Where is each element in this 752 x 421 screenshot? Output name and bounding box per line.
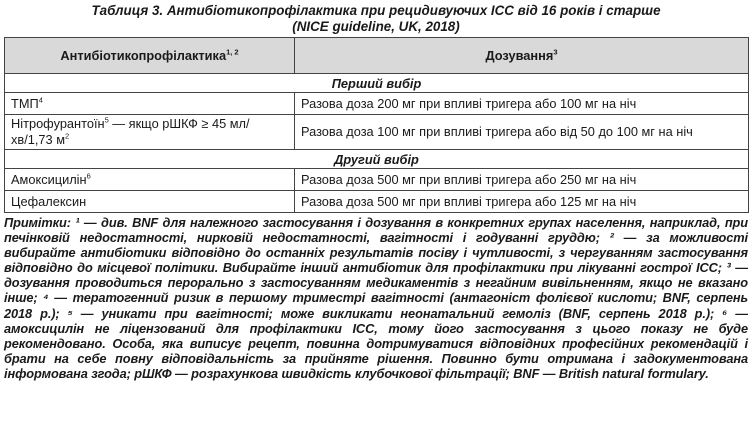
- table-header-row: [5, 38, 749, 74]
- table-row: [5, 115, 749, 150]
- section-second-choice: [5, 150, 749, 169]
- drug-cell: Амоксицилін$^6$: [5, 169, 295, 191]
- dose-cell: Разова доза 100 мг при впливі тригера або від 50 до 100 мг на ніч: [295, 115, 749, 150]
- section-title: Перший вибір: [5, 74, 749, 93]
- table-caption: [4, 0, 748, 37]
- dose-cell: Разова доза 500 мг при впливі тригера або 250 мг на ніч: [295, 169, 749, 191]
- caption-line-2: (NICE guideline, UK, 2018): [292, 19, 460, 34]
- dose-cell: Разова доза 500 мг при впливі тригера або 125 мг на ніч: [295, 191, 749, 213]
- section-title: Другий вибір: [5, 150, 749, 169]
- drug-cell: Нітрофурантоїн$^5$ — якщо рШКФ ≥ 45 мл/хв/1,73 $м^2$: [5, 115, 295, 150]
- table-row: [5, 169, 749, 191]
- table-notes: [4, 215, 748, 381]
- table-row: [5, 191, 749, 213]
- prophylaxis-table: [4, 37, 749, 213]
- section-first-choice: [5, 74, 749, 93]
- caption-line-1: Таблиця 3. Антибіотикопрофілактика при рецидивуючих ІСС від 16 років і старше: [91, 3, 661, 18]
- header-dosage: Дозування$^3$: [295, 38, 749, 74]
- notes-label: Примітки:: [4, 215, 71, 230]
- notes-text: ¹ — див. BNF для належного застосування і дозування в конкретних групах населення, наприклад, при печінковій недостатності, нирковій недостатності, вагітності і годуванні груддю; ² — за можливості вибирайте антибіотики відповідно до останніх результатів посіву і чутливості, з чергуванням застосування відповідно до місцевої політики. Вибирайте інший антибіотик для профілактики при лікуванні гострої ІСС; ³ — дозування проводиться перорально з застосуванням медикаментів з негайним вивільненням, якщо не вказано інше; ⁴ — тератогенний ризик в першому триместрі вагітності (антагоніст фолієвої кислоти; BNF, серпень 2018 р.); ⁵ — уникати при вагітності; може викликати неонатальний гемоліз (BNF, серпень 2018 р.); ⁶ — амоксицилін не ліцензований для профілактики ІСС, тому його застосування з цього показу не буде рекомендовано. Особа, яка виписує рецепт, повинна дотримуватися відповідних професійних рекомендацій і брати на себе повну відповідальність за прийняте рішення. Повинно бути отримана і задокументована інформована згода; рШКФ — розрахункова швидкість клубочкової фільтрації; BNF — British natural formulary.: [4, 215, 748, 381]
- dose-cell: Разова доза 200 мг при впливі тригера або 100 мг на ніч: [295, 93, 749, 115]
- header-prophylaxis: Антибіотикопрофілактика$^{1, 2}$: [5, 38, 295, 74]
- table-row: [5, 93, 749, 115]
- drug-cell: ТМП$^4$: [5, 93, 295, 115]
- document-page: [4, 0, 748, 381]
- drug-cell: Цефалексин: [5, 191, 295, 213]
